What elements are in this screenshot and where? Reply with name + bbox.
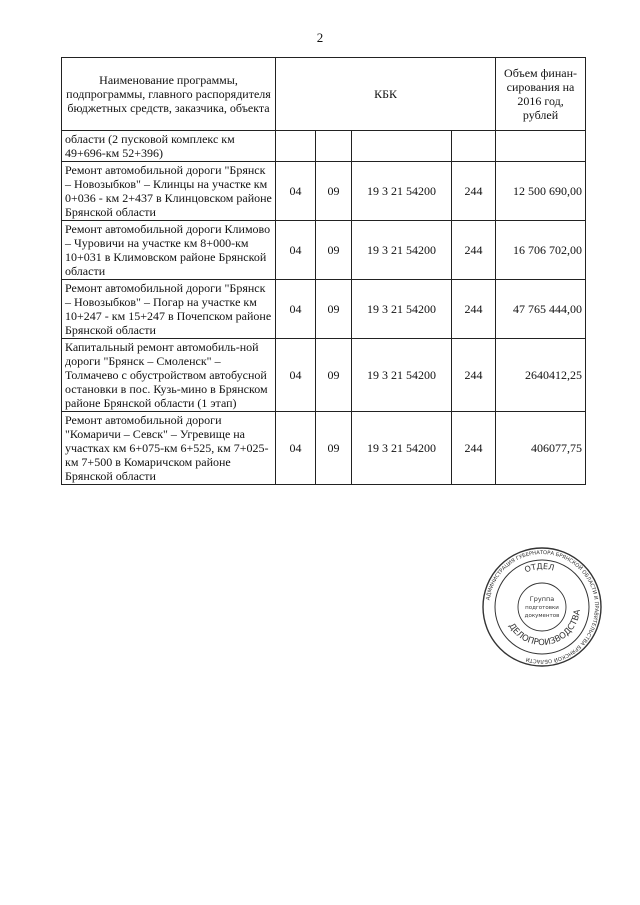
cell-target-article: 19 3 21 54200 — [352, 221, 452, 280]
cell-amount: 2640412,25 — [496, 339, 586, 412]
cell-subsection: 09 — [316, 162, 352, 221]
header-name: Наименование программы, подпрограммы, главного распорядителя бюджетных средств, заказчика, объекта — [62, 58, 276, 131]
stamp-center-line: подготовки — [525, 605, 559, 611]
budget-table — [61, 57, 586, 485]
cell-expense-type: 244 — [452, 339, 496, 412]
header-kbk: КБК — [276, 58, 496, 131]
table-row — [62, 221, 586, 280]
cell-name: Ремонт автомобильной дороги Климово – Чуровичи на участке км 8+000-км 10+031 в Климовском районе Брянской области — [62, 221, 276, 280]
cell-expense-type: 244 — [452, 162, 496, 221]
stamp-center-line: документов — [524, 613, 560, 619]
cell-target-article: 19 3 21 54200 — [352, 339, 452, 412]
cell-name: Ремонт автомобильной дороги "Брянск – Новозыбков" – Погар на участке км 10+247 - км 15+247 в Почепском районе Брянской области — [62, 280, 276, 339]
stamp-top-word: ОТДЕЛ — [523, 561, 556, 575]
cell-name: области (2 пусковой комплекс км 49+696-км 52+396) — [62, 131, 276, 162]
table-row — [62, 162, 586, 221]
cell-subsection: 09 — [316, 280, 352, 339]
cell-section: 04 — [276, 221, 316, 280]
cell-subsection: 09 — [316, 412, 352, 485]
cell-empty — [452, 131, 496, 162]
table-header-row — [62, 58, 586, 131]
cell-empty — [316, 131, 352, 162]
cell-empty — [496, 131, 586, 162]
table-row-continuation — [62, 131, 586, 162]
cell-target-article: 19 3 21 54200 — [352, 412, 452, 485]
cell-amount: 12 500 690,00 — [496, 162, 586, 221]
cell-section: 04 — [276, 280, 316, 339]
page-number: 2 — [316, 30, 324, 45]
cell-name: Капитальный ремонт автомобиль-ной дороги "Брянск – Смоленск" – Толмачево с обустройством автобусной остановки в пос. Кузь-мино в Брянском районе Брянской области (1 этап) — [62, 339, 276, 412]
office-stamp — [481, 546, 603, 668]
cell-empty — [352, 131, 452, 162]
table-row — [62, 339, 586, 412]
table-row — [62, 280, 586, 339]
cell-empty — [276, 131, 316, 162]
cell-name: Ремонт автомобильной дороги "Брянск – Новозыбков" – Клинцы на участке км 0+036 - км 2+437 в Клинцовском районе Брянской области — [62, 162, 276, 221]
cell-amount: 16 706 702,00 — [496, 221, 586, 280]
cell-subsection: 09 — [316, 221, 352, 280]
cell-expense-type: 244 — [452, 412, 496, 485]
cell-name: Ремонт автомобильной дороги "Комаричи – Севск" – Угревище на участках км 6+075-км 6+525, км 7+025-км 7+500 в Комаричском районе Брянской области — [62, 412, 276, 485]
header-amount: Объем финан-сирования на 2016 год, рублей — [496, 58, 586, 131]
cell-target-article: 19 3 21 54200 — [352, 280, 452, 339]
cell-amount: 47 765 444,00 — [496, 280, 586, 339]
stamp-ring-word: ДЕЛОПРОИЗВОДСТВА — [506, 608, 583, 649]
stamp-center-line: Группа — [529, 595, 555, 603]
stamp-outer-text: АДМИНИСТРАЦИЯ ГУБЕРНАТОРА БРЯНСКОЙ ОБЛАСТИ И ПРАВИТЕЛЬСТВА БРЯНСКОЙ ОБЛАСТИ — [485, 549, 600, 665]
cell-expense-type: 244 — [452, 221, 496, 280]
cell-section: 04 — [276, 412, 316, 485]
cell-section: 04 — [276, 339, 316, 412]
cell-expense-type: 244 — [452, 280, 496, 339]
table-row — [62, 412, 586, 485]
cell-amount: 406077,75 — [496, 412, 586, 485]
cell-subsection: 09 — [316, 339, 352, 412]
cell-target-article: 19 3 21 54200 — [352, 162, 452, 221]
cell-section: 04 — [276, 162, 316, 221]
